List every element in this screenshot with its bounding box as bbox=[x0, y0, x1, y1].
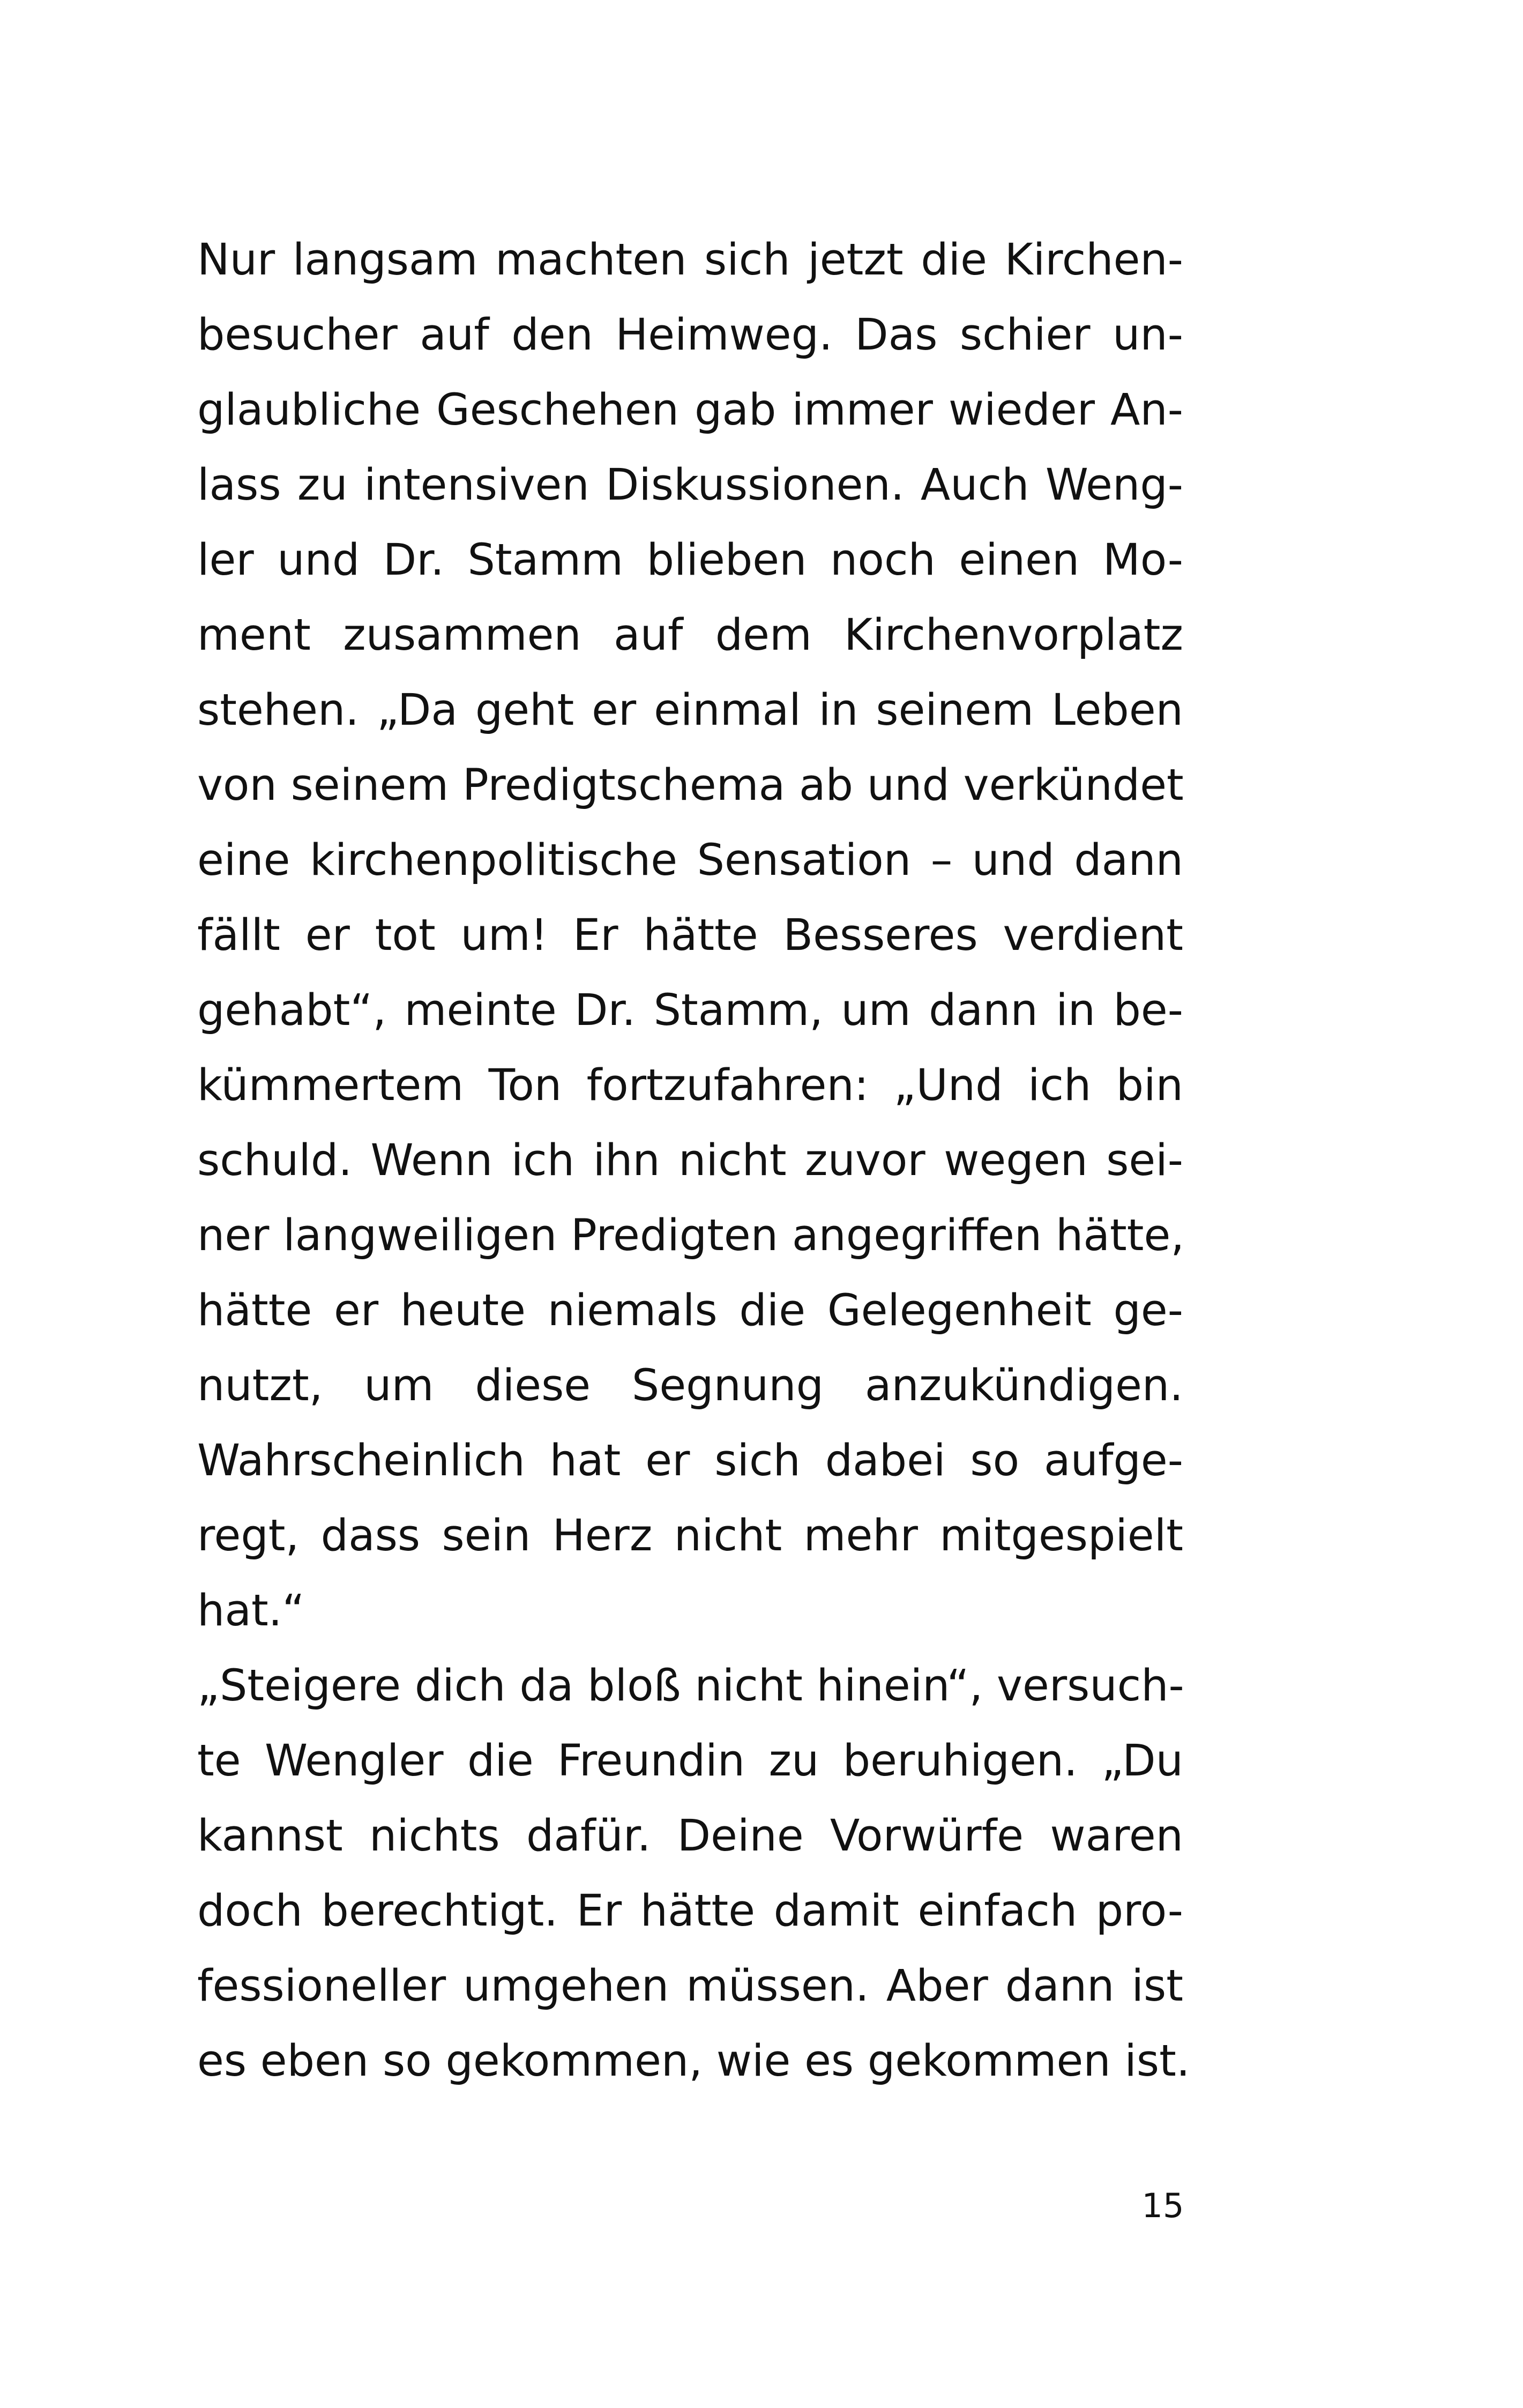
text-line: fällt er tot um! Er hätte Besseres verdient bbox=[197, 910, 1183, 961]
text-line: von seinem Predigtschema ab und verkündet bbox=[197, 760, 1184, 811]
text-line: kannst nichts dafür. Deine Vorwürfe waren bbox=[197, 1811, 1183, 1861]
page-number: 15 bbox=[1141, 2186, 1184, 2225]
text-line: stehen. „Da geht er einmal in seinem Leben bbox=[197, 685, 1183, 735]
text-line: lass zu intensiven Diskussionen. Auch Weng- bbox=[197, 460, 1183, 510]
text-line: hätte er heute niemals die Gelegenheit ge- bbox=[197, 1285, 1183, 1336]
text-line: es eben so gekommen, wie es gekommen ist. bbox=[197, 2036, 1190, 2086]
text-line: Nur langsam machten sich jetzt die Kirchen- bbox=[197, 235, 1183, 285]
text-line: kümmertem Ton fortzufahren: „Und ich bin bbox=[197, 1060, 1183, 1111]
text-line: regt, dass sein Herz nicht mehr mitgespielt bbox=[197, 1511, 1183, 1561]
text-line: gehabt“, meinte Dr. Stamm, um dann in be- bbox=[197, 985, 1183, 1036]
text-line: doch berechtigt. Er hätte damit einfach pro- bbox=[197, 1886, 1183, 1936]
text-line: hat.“ bbox=[197, 1586, 305, 1636]
text-line: Wahrscheinlich hat er sich dabei so aufge- bbox=[197, 1436, 1183, 1486]
text-line: eine kirchenpolitische Sensation – und dann bbox=[197, 835, 1183, 886]
text-line: „Steigere dich da bloß nicht hinein“, versuch- bbox=[197, 1661, 1184, 1711]
text-line: ment zusammen auf dem Kirchenvorplatz bbox=[197, 610, 1183, 660]
text-line: besucher auf den Heimweg. Das schier un- bbox=[197, 310, 1183, 360]
text-line: glaubliche Geschehen gab immer wieder An- bbox=[197, 385, 1183, 435]
text-line: nutzt, um diese Segnung anzukündigen. bbox=[197, 1361, 1183, 1411]
text-line: ner langweiligen Predigten angegriffen hätte, bbox=[197, 1210, 1185, 1261]
text-line: schuld. Wenn ich ihn nicht zuvor wegen sei- bbox=[197, 1135, 1183, 1186]
text-line: te Wengler die Freundin zu beruhigen. „Du bbox=[197, 1736, 1183, 1786]
text-line: fessioneller umgehen müssen. Aber dann ist bbox=[197, 1961, 1183, 2011]
text-line: ler und Dr. Stamm blieben noch einen Mo- bbox=[197, 535, 1183, 585]
